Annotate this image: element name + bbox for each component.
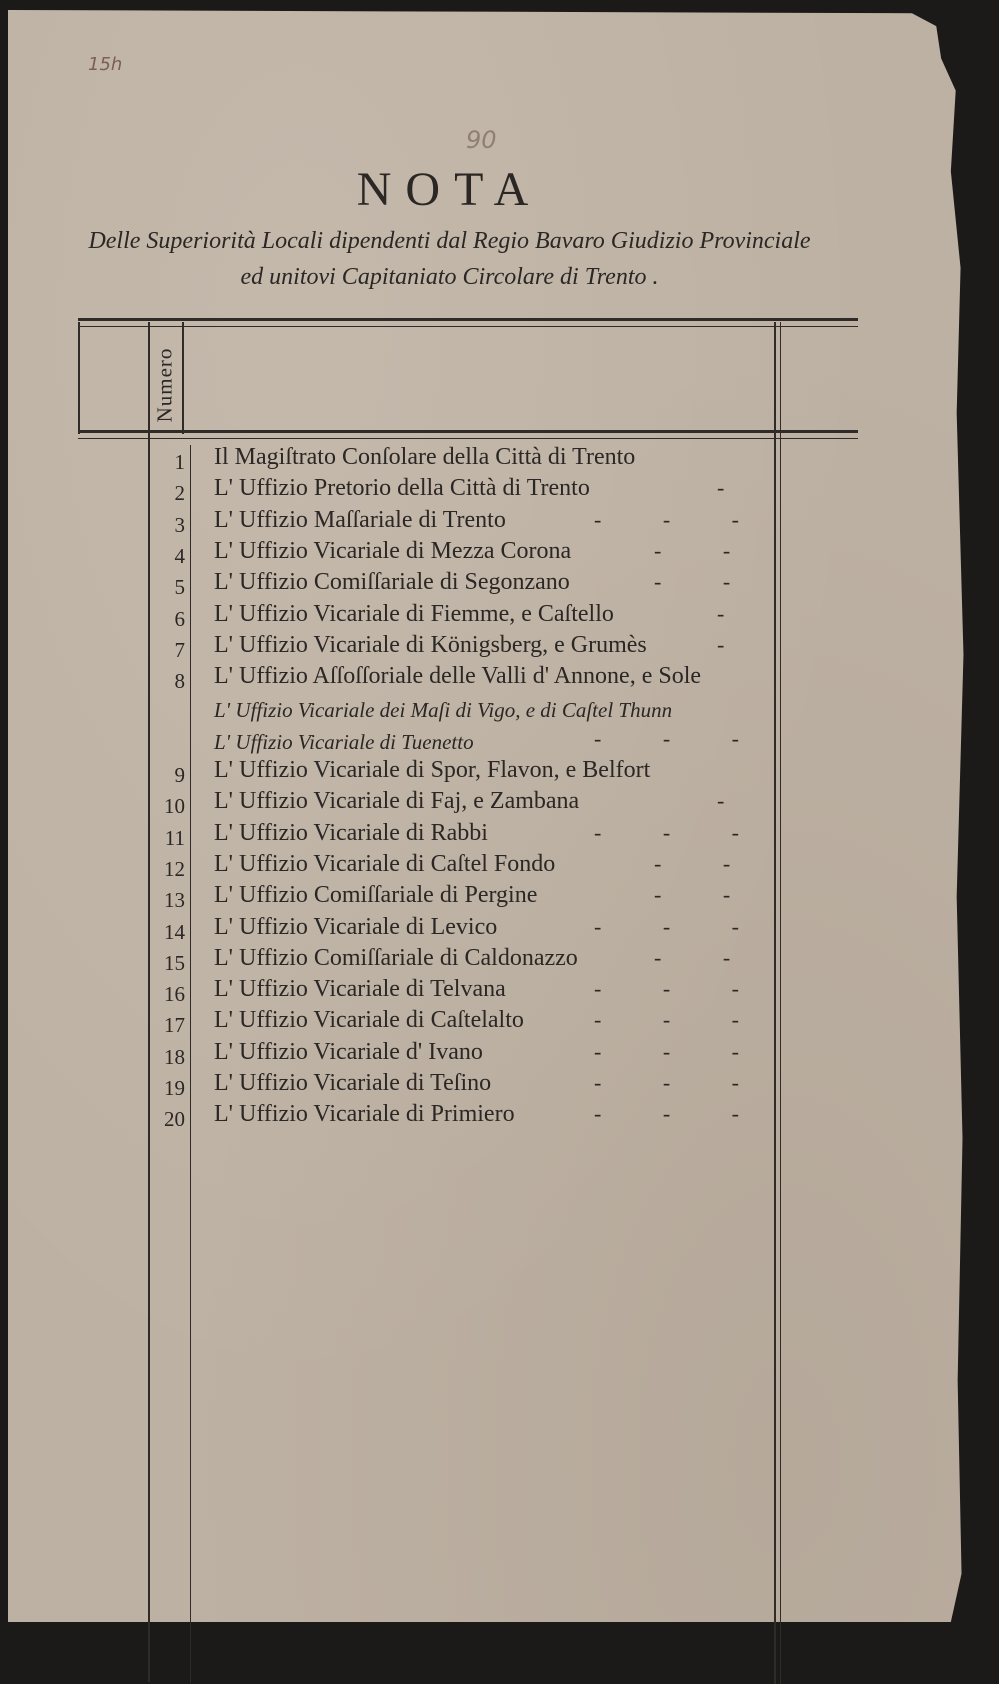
table-row [0,976,999,1007]
row-entry-text: L' Uffizio Comiſſariale di Pergine [214,882,538,909]
row-number: 18 [164,1044,185,1069]
table-row [0,1007,999,1038]
document-subtitle-line1: Delle Superiorità Locali dipendenti dal Regio Bavaro Giudizio Provinciale [88,228,811,254]
table-row [0,945,999,976]
document-subtitle-line2: ed unitovi Capitaniato Circolare di Trento . [240,264,659,290]
row-number: 9 [174,763,185,787]
row-entry-text: L' Uffizio Comiſſariale di Caldonazzo [214,944,578,971]
row-number: 12 [164,856,185,881]
archive-mark: 15h [88,54,123,75]
row-number: 5 [174,575,185,600]
table-row [0,632,999,663]
numero-column-header [150,340,180,430]
row-leader-dashes: - - [654,944,759,970]
row-entry-text: L' Uffizio Vicariale di Primiero [214,1101,515,1128]
table-row [0,851,999,882]
row-entry-text: L' Uffizio Vicariale di Tuenetto [214,729,474,754]
table-row [0,538,999,569]
row-number: 10 [164,794,185,819]
row-number: 2 [174,481,185,506]
row-leader-dashes: - - - [594,506,767,532]
row-number: 16 [164,982,185,1007]
table-row [0,1070,999,1101]
row-entry-text: L' Uffizio Maſſariale di Trento [214,506,506,533]
row-entry-text: L' Uffizio Vicariale di Telvana [214,976,506,1003]
table-row [0,1039,999,1070]
table-row [0,726,999,757]
row-entry-text: L' Uffizio Aſſoſſoriale delle Valli d' Annone, e Sole [214,663,702,690]
table-row [0,1101,999,1132]
number-column-right-border [182,322,184,434]
row-leader-dashes: - - [654,537,759,563]
row-leader-dashes: - [717,631,753,657]
row-entry-text: L' Uffizio Vicariale di Caſtelalto [214,1007,524,1034]
row-number: 14 [164,919,185,944]
row-entry-text: L' Uffizio Vicariale di Faj, e Zambana [214,788,580,815]
row-leader-dashes: - - - [594,976,767,1002]
row-number: 3 [174,512,185,537]
row-leader-dashes: - [717,788,753,814]
table-row [0,569,999,600]
numero-header-label: Numero [152,347,177,423]
row-leader-dashes: - [717,600,753,626]
row-entry-text: L' Uffizio Vicariale di Mezza Corona [214,537,572,564]
row-number: 20 [164,1107,185,1132]
row-leader-dashes: - - - [594,1038,767,1064]
row-leader-dashes: - - - [594,1070,767,1095]
table-row [0,757,999,788]
row-entry-text: L' Uffizio Vicariale di Fiemme, e Caſtello [214,600,614,627]
row-number: 11 [164,825,185,850]
row-entry-text: L' Uffizio Vicariale d' Ivano [214,1038,483,1065]
row-number: 17 [164,1013,185,1038]
row-leader-dashes: - - - [594,1101,767,1127]
row-entry-text: L' Uffizio Comiſſariale di Segonzano [214,569,570,596]
table-row [0,507,999,538]
table-row [0,694,999,725]
row-entry-text: L' Uffizio Vicariale di Rabbi [214,819,488,846]
table-top-rule [78,318,858,321]
table-row [0,444,999,475]
row-leader-dashes: - - [654,850,759,876]
row-entry-text: L' Uffizio Vicariale dei Maſi di Vigo, e di Caſtel Thunn [214,698,673,723]
row-leader-dashes: - - [654,882,759,908]
table-row [0,882,999,913]
table-row [0,475,999,506]
table-row [0,788,999,819]
row-leader-dashes: - - [654,569,759,595]
row-entry-text: L' Uffizio Vicariale di Königsberg, e Grumès [214,631,647,658]
row-entry-text: L' Uffizio Vicariale di Teſino [214,1070,492,1096]
row-leader-dashes: - - - [594,725,767,751]
row-number: 7 [174,637,185,662]
row-entry-text: L' Uffizio Pretorio della Città di Trento [214,475,590,502]
row-entry-text: L' Uffizio Vicariale di Levico [214,913,498,940]
row-entry-text: L' Uffizio Vicariale di Caſtel Fondo [214,850,556,877]
row-number: 6 [174,606,185,631]
header-bottom-rule-thin [78,438,858,439]
table-row [0,663,999,694]
pencil-page-number: 90 [466,126,497,154]
table-row [0,820,999,851]
row-number: 8 [174,669,185,694]
row-leader-dashes: - - - [594,819,767,845]
row-entry-text: L' Uffizio Vicariale di Spor, Flavon, e Belfort [214,757,651,783]
row-number: 1 [174,450,185,474]
row-leader-dashes: - [717,475,753,501]
table-left-border [78,322,80,434]
document-title: NOTA [356,163,543,216]
table-row [0,601,999,632]
row-leader-dashes: - - - [594,913,767,939]
row-entry-text: Il Magiſtrato Conſolare della Città di Trento [214,444,636,470]
table-top-rule-thin [78,326,858,327]
row-leader-dashes: - - - [594,1007,767,1033]
row-number: 15 [164,950,185,975]
row-number: 19 [164,1076,185,1100]
row-number: 13 [164,888,185,913]
table-row [0,914,999,945]
header-bottom-rule [78,430,858,433]
row-number: 4 [174,543,185,568]
